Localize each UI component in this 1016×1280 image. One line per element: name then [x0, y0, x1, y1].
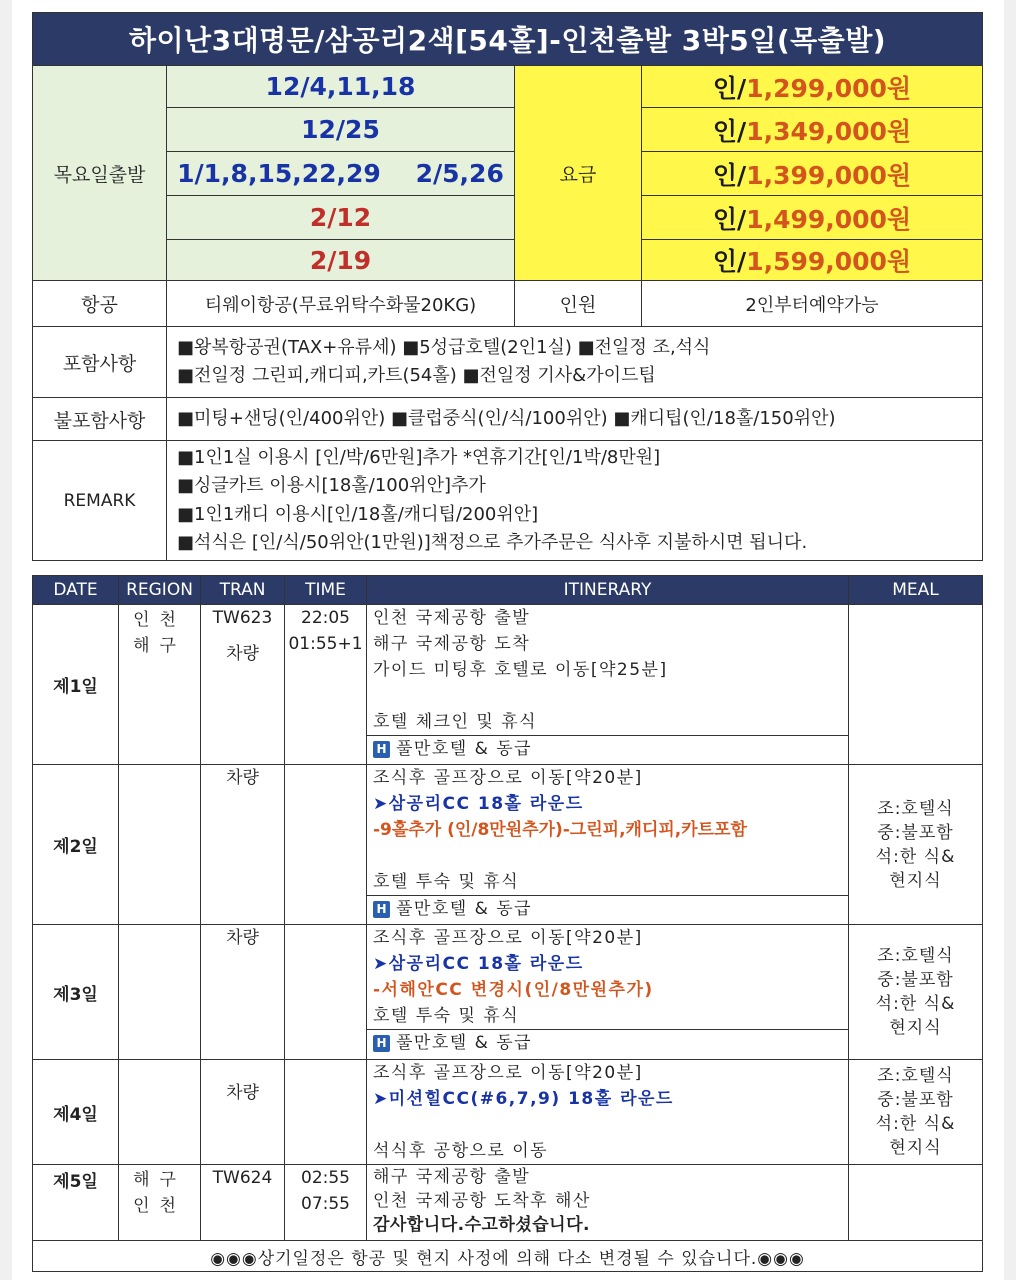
date-row-5: 2/19 — [167, 240, 515, 281]
itinerary-line: ➤삼공리CC 18홀 라운드 — [373, 794, 584, 814]
remark-line: ■석식은 [인/식/50위안(1만원)]책정으로 추가주문은 식사후 지불하시면 됩니다. — [177, 532, 808, 553]
meal-cell: 조:호텔식 중:불포함 석:한 식& 현지식 — [849, 1060, 983, 1165]
itinerary-line: 조식후 골프장으로 이동[약20분] — [373, 768, 643, 788]
meal-cell: 조:호텔식 중:불포함 석:한 식& 현지식 — [849, 765, 983, 925]
included-line: ■전일정 그린피,캐디피,카트(54홀) ■전일정 기사&가이드팁 — [177, 365, 656, 386]
transport-cell: TW623 차량 — [201, 605, 285, 765]
hotel-line: H 풀만호텔 & 동급 — [367, 735, 848, 762]
day-label: 제3일 — [33, 925, 119, 1060]
departure-label: 목요일출발 — [33, 66, 167, 281]
remark-line: ■1인1실 이용시 [인/박/6만원]추가 *연휴기간[인/1박/8만원] — [177, 446, 661, 468]
day-label: 제5일 — [33, 1165, 119, 1241]
price-row-5: 인/1,599,000원 — [642, 240, 983, 281]
excluded-line: ■미팅+샌딩(인/400위안) ■클럽중식(인/식/100위안) ■캐디팁(인/18홀/150위안) — [167, 398, 983, 441]
day-label: 제4일 — [33, 1060, 119, 1165]
itinerary-line: 감사합니다.수고하셨습니다. — [373, 1215, 590, 1235]
itinerary-cell — [367, 925, 849, 1060]
col-date: DATE — [33, 576, 119, 605]
page-title: 하이난3대명문/삼공리2색[54홀]-인천출발 3박5일(목출발) — [33, 13, 983, 66]
date-row-2: 12/25 — [167, 108, 515, 152]
itinerary-cell — [367, 765, 849, 925]
day-label: 제2일 — [33, 765, 119, 925]
itinerary-line: -9홀추가 (인/8만원추가)-그린피,캐디피,카트포함 — [373, 820, 747, 840]
region-cell: 해구 인천 — [119, 1165, 201, 1241]
right-margin — [1004, 0, 1016, 1280]
time-cell — [285, 765, 367, 925]
region-cell — [119, 925, 201, 1060]
itinerary-cell — [367, 605, 849, 765]
footer-notice: ◉◉◉상기일정은 항공 및 현지 사정에 의해 다소 변경될 수 있습니다.◉◉◉ — [33, 1241, 983, 1272]
meal-cell — [849, 605, 983, 765]
hotel-icon: H — [373, 741, 390, 758]
itinerary-line: 호텔 투숙 및 휴식 — [373, 872, 520, 892]
left-margin — [0, 0, 12, 1280]
day-row — [33, 765, 983, 925]
transport-cell: 차량 — [201, 1060, 285, 1165]
included-list — [167, 327, 983, 398]
itinerary-line: 해구 국제공항 출발 — [373, 1167, 531, 1187]
time-cell — [285, 1060, 367, 1165]
time-cell — [285, 925, 367, 1060]
itinerary-line: 인천 국제공항 출발 — [373, 608, 531, 628]
price-row-1: 인/1,299,000원 — [642, 66, 983, 108]
col-tran: TRAN — [201, 576, 285, 605]
hotel-line: H 풀만호텔 & 동급 — [367, 895, 848, 922]
meal-cell — [849, 1165, 983, 1241]
col-region: REGION — [119, 576, 201, 605]
excluded-label: 불포함사항 — [33, 398, 167, 441]
itinerary-line: 호텔 투숙 및 휴식 — [373, 1006, 520, 1026]
remark-line: ■1인1캐디 이용시[인/18홀/캐디팁/200위안] — [177, 503, 539, 525]
itinerary-line: 가이드 미팅후 호텔로 이동[약25분] — [373, 660, 668, 680]
hotel-icon: H — [373, 1035, 390, 1052]
day-row — [33, 605, 983, 765]
region-cell — [119, 1060, 201, 1165]
remark-list — [167, 441, 983, 561]
transport-cell: 차량 — [201, 925, 285, 1060]
itinerary-line: 해구 국제공항 도착 — [373, 634, 531, 654]
itinerary-line: ➤미션힐CC(#6,7,9) 18홀 라운드 — [373, 1089, 674, 1109]
day-row — [33, 1060, 983, 1165]
meal-cell: 조:호텔식 중:불포함 석:한 식& 현지식 — [849, 925, 983, 1060]
hotel-icon: H — [373, 901, 390, 918]
price-table — [32, 12, 983, 561]
included-label: 포함사항 — [33, 327, 167, 398]
transport-cell: TW624 — [201, 1165, 285, 1241]
transport-cell: 차량 — [201, 765, 285, 925]
itinerary-line: 조식후 골프장으로 이동[약20분] — [373, 1063, 643, 1083]
price-row-3: 인/1,399,000원 — [642, 152, 983, 196]
itinerary-line — [367, 1112, 848, 1138]
price-row-4: 인/1,499,000원 — [642, 196, 983, 240]
itinerary-line — [367, 843, 848, 869]
day-row — [33, 1165, 983, 1241]
airline-label: 항공 — [33, 281, 167, 327]
itinerary-line: 조식후 골프장으로 이동[약20분] — [373, 928, 643, 948]
date-row-1: 12/4,11,18 — [167, 66, 515, 108]
region-cell — [119, 765, 201, 925]
time-cell: 02:55 07:55 — [285, 1165, 367, 1241]
itinerary-line: -서해안CC 변경시(인/8만원추가) — [373, 980, 654, 1000]
itinerary-line: 석식후 공항으로 이동 — [373, 1141, 549, 1161]
hotel-line: H 풀만호텔 & 동급 — [367, 1029, 848, 1056]
fare-label: 요금 — [515, 66, 642, 281]
itinerary-line: 호텔 체크인 및 휴식 — [373, 712, 538, 732]
price-row-2: 인/1,349,000원 — [642, 108, 983, 152]
itinerary-line: 인천 국제공항 도착후 해산 — [373, 1191, 591, 1211]
date-row-4: 2/12 — [167, 196, 515, 240]
day-label: 제1일 — [33, 605, 119, 765]
itinerary-table — [32, 575, 983, 1272]
date-row-3: 1/1,8,15,22,29 2/5,26 — [167, 152, 515, 196]
col-itinerary: ITINERARY — [367, 576, 849, 605]
itinerary-line: ➤삼공리CC 18홀 라운드 — [373, 954, 584, 974]
region-cell: 인천 해구 — [119, 605, 201, 765]
col-time: TIME — [285, 576, 367, 605]
time-cell: 22:05 01:55+1 — [285, 605, 367, 765]
included-line: ■왕복항공권(TAX+유류세) ■5성급호텔(2인1실) ■전일정 조,석식 — [177, 337, 711, 358]
itinerary-cell — [367, 1165, 849, 1241]
day-row — [33, 925, 983, 1060]
pax-value: 2인부터예약가능 — [642, 281, 983, 327]
col-meal: MEAL — [849, 576, 983, 605]
remark-label: REMARK — [33, 441, 167, 561]
airline-value: 티웨이항공(무료위탁수화물20KG) — [167, 281, 515, 327]
itinerary-line — [367, 683, 848, 709]
itinerary-cell — [367, 1060, 849, 1165]
pax-label: 인원 — [515, 281, 642, 327]
remark-line: ■싱글카트 이용시[18홀/100위안]추가 — [177, 475, 486, 496]
